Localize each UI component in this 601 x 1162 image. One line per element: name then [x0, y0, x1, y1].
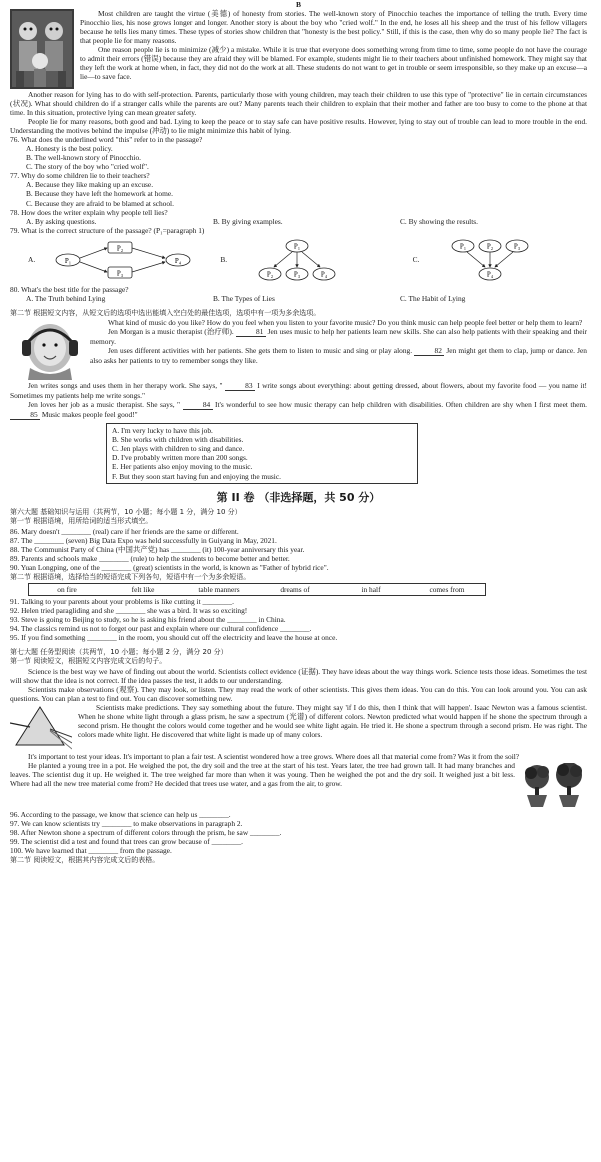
- node-label: P₄: [321, 270, 328, 279]
- item-99: 99. The scientist did a test and found that trees can grow because of ________.: [10, 837, 244, 847]
- options-box: [106, 423, 418, 483]
- node-label: P₄: [174, 256, 182, 265]
- option: A. I'm very lucky to have this job.: [112, 426, 213, 436]
- child-headphones-illustration: [10, 318, 84, 380]
- passage-c: [10, 318, 587, 420]
- node-label: P₂: [267, 270, 274, 279]
- option: B. The well-known story of Pinocchio.: [26, 153, 142, 163]
- passage-c-p1: What kind of music do you like? How do you feel when you listen to your favorite music? Do you think music can help people feel better or help them to learn?: [108, 318, 583, 328]
- passage-c-p5: Jen loves her job as a music therapist. She says, " 84 It's wonderful to see how music therapy can help children with disabilities. Often children are shy when I first meet them. 85 Music makes people feel good!": [10, 400, 587, 420]
- pinocchio-illustration: [10, 9, 74, 89]
- diagram-a: [10, 238, 202, 282]
- node-label: P₃: [294, 270, 301, 279]
- passage-b-p2: One reason people lie is to minimize (减少) a mistake. While it is true that everyone does something wrong from time to time, some people do not have the courage to admit their errors (错误) because they are afraid they will be blamed. For example, students might lie to their teachers about unfinished homework. They might say that they left the work at home when, in fact, they did not do the work at all. These students do not want to get in trouble or seem irresponsible, so they make up an excuse—a lie—to save face.: [80, 45, 587, 82]
- item-88: 88. The Communist Party of China (中国共产党) has ________ (it) 100-year anniversary this year.: [10, 545, 305, 555]
- node-label: P₄: [486, 270, 493, 279]
- item-100: 100. We have learned that ________ from the passage.: [10, 846, 172, 856]
- blank-81[interactable]: 81: [236, 327, 266, 337]
- passage-d-p5: He planted a young tree in a pot. He weighed the pot, the dry soil and the tree at the start of his test. Years later, the tree had grown tall. It had many branches and leaves. The scientist dug it up. He weighed it. The tree weighed far more than when it was young. Then he weighed the pot and the dry soil. It weighed just a bit less. Where had all the new tree material come from? He decided that trees use water, and a gas from the air, to grow.: [10, 761, 515, 789]
- item-94: 94. The classics remind us not to forget our past and explain where our cultural confidence ________.: [10, 623, 312, 633]
- item-92: 92. Helen tried paragliding and she ________ she was a bird. It was so exciting!: [10, 605, 248, 615]
- question-stem: 78. How does the writer explain why people tell lies?: [10, 207, 168, 217]
- part6-sec2: 第二节 根据语境，选择恰当的短语完成下列各句，短语中有一个为多余短语。: [10, 573, 251, 582]
- passage-c-p2: Jen Morgan is a music therapist (治疗师). 81 Jen uses music to help her patients learn new skills. She can also help patients with their speaking and their memory.: [90, 327, 587, 347]
- option: A. Honesty is the best policy.: [26, 144, 113, 154]
- option: A. By asking questions.: [26, 216, 97, 226]
- structure-diagram-c: [435, 238, 545, 282]
- diagram-c: [395, 238, 587, 282]
- phrase: in half: [361, 584, 381, 594]
- item-97: 97. We can know scientists try ________ to make observations in paragraph 2.: [10, 819, 243, 829]
- item-89: 89. Parents and schools make ________ (rule) to help the students to become better and better.: [10, 554, 290, 564]
- item-95: 95. If you find something ________ in the room, you should cut off the electricity and leave the house at once.: [10, 632, 338, 642]
- node-label: P₁: [459, 242, 466, 251]
- option: C. The story of the boy who "cried wolf".: [26, 162, 149, 172]
- option: F. But they soon start having fun and enjoying the music.: [112, 471, 281, 481]
- option: C. By showing the results.: [400, 216, 479, 226]
- node-label: P₁: [64, 256, 72, 265]
- passage-b: [10, 0, 587, 135]
- question-stem: 79. What is the correct structure of the passage? (P₁=paragraph 1): [10, 225, 205, 235]
- section2-header: 第二节 根据短文内容，从短文后的选项中选出能填入空白处的最佳选项，选项中有一项为多余选项。: [10, 308, 321, 317]
- passage-d-p4: It's important to test your ideas. It's important to plan a fair test. A scientist wondered how a tree grows. Where does all that material come from? Was it from the soil?: [28, 752, 520, 762]
- item-98: 98. After Newton shone a spectrum of different colors through the prism, he saw ________.: [10, 828, 282, 838]
- part7: [10, 648, 587, 865]
- option-label: A.: [28, 255, 36, 265]
- node-label: P₃: [513, 242, 520, 251]
- blank-83[interactable]: 83: [225, 381, 255, 391]
- item-86: 86. Mary doesn't ________ (real) care if her friends are the same or different.: [10, 527, 239, 537]
- part7-sec2: 第二节 阅读短文，根据其内容完成文后的表格。: [10, 856, 160, 865]
- option: B. She works with children with disabilities.: [112, 435, 244, 445]
- option: B. By giving examples.: [213, 216, 283, 226]
- potted-trees-illustration: [521, 763, 587, 809]
- option-row: [26, 217, 587, 226]
- blank-82[interactable]: 82: [414, 346, 444, 356]
- blank-84[interactable]: 84: [183, 400, 213, 410]
- structure-diagram-a: [50, 238, 200, 282]
- node-label: P₃: [116, 269, 124, 278]
- blank-85[interactable]: 85: [10, 410, 40, 420]
- passage-c-p4: Jen writes songs and uses them in her therapy work. She says, " 83 I write songs about everything: about getting dressed, about flowers, about my favorite food — you name it! Sometimes my patients help me write songs.": [10, 381, 587, 401]
- option: C. Because they are afraid to be blamed at school.: [26, 198, 174, 208]
- question-stem: 77. Why do some children lie to their teachers?: [10, 171, 150, 181]
- phrase: table manners: [198, 584, 240, 594]
- passage-d-p1: Science is the best way we have of finding out about the world. Scientists collect evidence (证据). They have ideas about the way things work. Science tests those ideas. Sometimes the test will show that the idea is not correct. If the idea passes the test, it adds to our understanding.: [10, 666, 587, 685]
- item-96: 96. According to the passage, we know that science can help us ________.: [10, 810, 231, 820]
- phrase: felt like: [131, 584, 155, 594]
- option-row: [26, 294, 587, 303]
- item-90: 90. Yuan Longping, one of the ________ (great) scientists in the world, is known as "Father of hybrid rice".: [10, 563, 329, 573]
- prism-illustration: [10, 703, 72, 751]
- passage-c-p3: Jen uses different activities with her patients. She gets them to listen to music and sing or play along. 82 Jen might get them to clap, jump or dance. Jen also asks her patients to try to remember songs they like.: [90, 346, 587, 366]
- item-87: 87. The ________ (seven) Big Data Expo was held successfully in Guiyang in May, 2021.: [10, 536, 277, 546]
- structure-diagram-b: [242, 238, 352, 282]
- part7-header: 第七大题 任务型阅读（共两节，10 小题；每小题 2 分，满分 20 分）: [10, 647, 228, 656]
- part6: [10, 508, 587, 642]
- node-label: P₂: [486, 242, 493, 251]
- phrase: on fire: [57, 584, 77, 594]
- passage-b-p3: Another reason for lying has to do with self-protection. Parents, particularly those with young children, may teach their children to use this type of "protective" lie in certain circumstances (状况). What should children do if a stranger calls while the parents are out? Many parents teach their children to explain that their mother and father are too busy to come to the phone at that time. In this situation, protective lying can mean greater safety.: [10, 90, 587, 118]
- passage-b-p4: People lie for many reasons, both good and bad. Lying to keep the peace or to stay safe can have positive results. However, lying to stay out of trouble can lead to more trouble in the end. Understanding the motives behind the impulse (冲动) to lie might minimize this habit of lying.: [10, 117, 587, 136]
- part7-sec1: 第一节 阅读短文，根据短文内容完成文后的句子。: [10, 657, 167, 666]
- option: E. Her patients also enjoy moving to the music.: [112, 462, 253, 472]
- question-stem: 80. What's the best title for the passage?: [10, 284, 129, 294]
- node-label: P₂: [116, 244, 124, 253]
- passage-label: B: [295, 0, 301, 9]
- option: A. The Truth behind Lying: [26, 293, 106, 303]
- questions-76-80: [10, 135, 587, 302]
- option: C. The Habit of Lying: [400, 293, 466, 303]
- node-label: P₁: [294, 242, 301, 251]
- option-label: B.: [220, 255, 228, 265]
- passage-b-p1: Most children are taught the virtue (美德) of honesty from stories. The well-known story of Pinocchio teaches the importance of telling the truth. Every time Pinocchio lies, his nose grows longer and longer. Another story is about the boy who "cried wolf." In the end, he loses all his sheep and the trust of his fellow villagers because he tells lies many times. These types of stories show children that "honesty is the best policy." Still, if this is the case, then why do so many people lie? The fact is that people lie for many reasons.: [80, 9, 587, 46]
- part6-header: 第六大题 基础知识与运用（共两节，10 小题；每小题 1 分，满分 10 分）: [10, 507, 242, 516]
- option-label: C.: [412, 255, 420, 265]
- option: B. Because they have left the homework at home.: [26, 189, 173, 199]
- item-91: 91. Talking to your parents about your problems is like cutting it ________.: [10, 596, 234, 606]
- passage-d-p3: Scientists make predictions. They say something about the future. They might say 'if I do this, then I think that will happen'. Isaac Newton was a famous scientist. When he shone white light through a glass prism, he saw a spectrum (光谱) of different colors. Newton predicted what would happen if he shone the spectrum through a second prism. He thought the colors would come together and he would see white light again. He tried it. He shone a spectrum through a second prism. He was right. The colors made white light. He discovered that white light is made up of many colors.: [78, 703, 587, 740]
- part2-title: 第 II 卷 （非选择题，共 50 分）: [216, 490, 381, 504]
- passage-d-p2: Scientists make observations (观察). They may look, or listen. They may read the work of other scientists. This gives them ideas. You can do this. You can look around you. You can ask questions. You can plan a test to find out. You can discover something new.: [10, 685, 587, 704]
- question-stem: 76. What does the underlined word "this" refer to in the passage?: [10, 135, 203, 145]
- item-93: 93. Steve is going to Beijing to study, so he is asking his friend about the ________ in China.: [10, 614, 286, 624]
- option: D. I've probably written more than 200 songs.: [112, 453, 248, 463]
- part6-sec1: 第一节 根据语境，用所给词的适当形式填空。: [10, 517, 153, 526]
- phrase: comes from: [429, 584, 465, 594]
- phrase: dreams of: [280, 584, 310, 594]
- option: A. Because they like making up an excuse.: [26, 180, 154, 190]
- option: C. Jen plays with children to sing and dance.: [112, 444, 245, 454]
- structure-diagrams: [10, 237, 587, 283]
- option: B. The Types of Lies: [213, 293, 275, 303]
- phrase-box: [28, 583, 486, 596]
- diagram-b: [202, 238, 394, 282]
